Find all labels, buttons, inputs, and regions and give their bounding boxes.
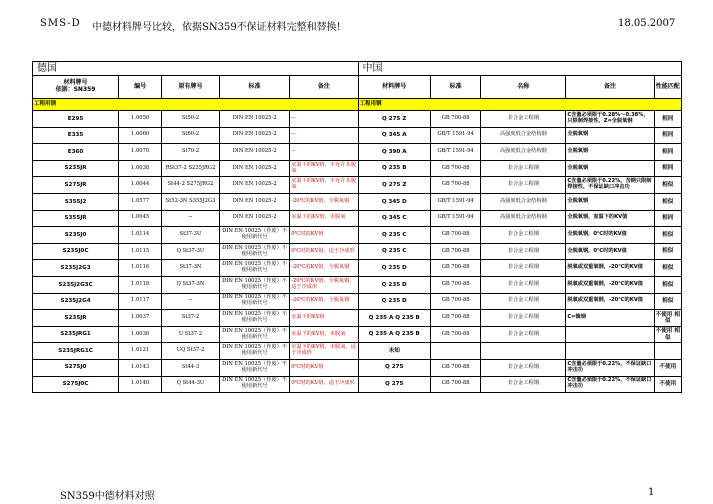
old-grade-cell: − — [162, 210, 220, 227]
de-grade-cell: S235J0 — [33, 227, 119, 244]
de-grade-cell: S275J0 — [33, 359, 119, 376]
cn-remark-cell: 全脱氧钢，0℃时的KV值 — [566, 243, 654, 260]
de-grade-cell: S235J0C — [33, 243, 119, 260]
performance-cell: 相同 — [654, 127, 681, 144]
cn-remark-cell: 全脱氧钢，室温下的KV值 — [566, 210, 654, 227]
cn-grade-cell: Q 345 D — [358, 193, 430, 210]
number-cell: 1.0577 — [119, 193, 162, 210]
col-material-header: 材料牌号 依据：SN359 — [33, 76, 119, 99]
cn-standard-cell: GB 700-88 — [430, 376, 480, 393]
cn-name-cell: 高强度低合金结构钢 — [481, 144, 566, 161]
cn-remark-cell: C含量必须限于0.22%，不保证缺口冲击功 — [566, 376, 654, 393]
cn-remark-cell: C含量必须限于0.22%，不保证缺口冲击功 — [566, 359, 654, 376]
cn-standard-cell: GB 700-88 — [430, 276, 480, 293]
cn-standard-cell: GB 700-88 — [430, 293, 480, 310]
standard-cell: DIN EN 10025-2 — [219, 177, 289, 194]
table-row — [33, 127, 682, 144]
standard-cell: DIN EN 10025（作废）不使用新代号 — [219, 260, 289, 277]
cn-name-cell: 高强度低合金结构钢 — [481, 193, 566, 210]
remark-cell: − — [290, 144, 358, 161]
cn-name-cell — [481, 343, 566, 360]
old-grade-cell: U St37-2 — [162, 326, 220, 343]
de-grade-cell: S235J2G4 — [33, 293, 119, 310]
cn-standard-cell: GB 700-88 — [430, 160, 480, 177]
cn-grade-cell: Q 275 Z — [358, 177, 430, 194]
remark-cell: 室温下的KV值 — [290, 310, 358, 327]
cn-grade-cell: Q 235 C — [358, 227, 430, 244]
cn-name-cell: 非合金工程钢 — [481, 376, 566, 393]
old-grade-cell: UQ St37-2 — [162, 343, 220, 360]
remark-cell: -20℃的KV值，全脱氧钢 — [290, 293, 358, 310]
standard-cell: DIN EN 10025（作废）不使用新代号 — [219, 227, 289, 244]
de-grade-cell: S235J2G3C — [33, 276, 119, 293]
performance-cell: 相似 — [654, 276, 681, 293]
cn-grade-cell: Q 390 A — [358, 144, 430, 161]
performance-cell: 相似 — [654, 243, 681, 260]
cn-standard-cell: GB/T 1591-94 — [430, 127, 480, 144]
company-code: SMS-D — [40, 18, 81, 29]
page-number: 1 — [648, 487, 655, 498]
performance-cell: 相同 — [654, 210, 681, 227]
de-grade-cell: S235JR — [33, 310, 119, 327]
table-row — [33, 276, 682, 293]
cn-standard-cell: GB/T 1591-94 — [430, 210, 480, 227]
old-grade-cell: St70-2 — [162, 144, 220, 161]
old-grade-cell: RSt37-2 S235JRG2 — [162, 160, 220, 177]
cn-grade-cell: Q 275 — [358, 359, 430, 376]
cn-remark-cell — [566, 326, 654, 343]
number-cell: 1.0060 — [119, 127, 162, 144]
de-grade-cell: S275J0C — [33, 376, 119, 393]
old-grade-cell: St37-3N — [162, 260, 220, 277]
table-row — [33, 193, 682, 210]
cn-remark-cell: C=镇钢 — [566, 310, 654, 327]
cn-standard-cell: GB 700-88 — [430, 260, 480, 277]
cn-standard-cell: GB 700-88 — [430, 243, 480, 260]
remark-cell: 室温下的KV值，不允许未脱氧 — [290, 160, 358, 177]
cn-grade-cell: Q 235 D — [358, 260, 430, 277]
cn-grade-cell: Q 235 A Q 235 B — [358, 326, 430, 343]
footer-title: SN359中德材料对照 — [60, 491, 155, 502]
table-row — [33, 144, 682, 161]
performance-cell: 相似 — [654, 177, 681, 194]
col-performance-header: 性能匹配 — [654, 76, 681, 99]
cn-grade-cell: Q 345 C — [358, 210, 430, 227]
number-cell: 1.0140 — [119, 376, 162, 393]
cn-standard-cell: GB/T 1591-94 — [430, 193, 480, 210]
cn-name-cell: 非合金工程钢 — [481, 310, 566, 327]
cn-name-cell: 非合金工程钢 — [481, 227, 566, 244]
number-cell: 1.0037 — [119, 310, 162, 327]
cn-standard-cell: GB/T 1591-94 — [430, 144, 480, 161]
standard-cell: DIN EN 10025-2 — [219, 127, 289, 144]
old-grade-cell: St37-3U — [162, 227, 220, 244]
cn-grade-cell: Q 235 C — [358, 243, 430, 260]
cn-standard-cell: GB 700-88 — [430, 310, 480, 327]
de-grade-cell: S235JRG1 — [33, 326, 119, 343]
number-cell: 1.0117 — [119, 293, 162, 310]
col-old-grade-header: 原有牌号 — [162, 76, 220, 99]
cn-standard-cell — [430, 343, 480, 360]
number-cell: 1.0045 — [119, 210, 162, 227]
number-cell: 1.0118 — [119, 276, 162, 293]
table-row — [33, 326, 682, 343]
performance-cell: 不使用 相似 — [654, 310, 681, 327]
performance-cell: 相似 — [654, 293, 681, 310]
number-cell: 1.0050 — [119, 111, 162, 128]
standard-cell: DIN EN 10025-2 — [219, 111, 289, 128]
cn-name-cell: 非合金工程钢 — [481, 177, 566, 194]
performance-cell: 相同 — [654, 144, 681, 161]
standard-cell: DIN EN 10025-2 — [219, 144, 289, 161]
remark-cell: 0℃时的KV值，适于冷成形 — [290, 376, 358, 393]
performance-cell: 相同 — [654, 111, 681, 128]
cn-grade-cell: Q 345 A — [358, 127, 430, 144]
cn-standard-cell: GB 700-88 — [430, 359, 480, 376]
remark-cell: − — [290, 111, 358, 128]
number-cell: 1.0115 — [119, 243, 162, 260]
cn-remark-cell: 全脱氧钢 — [566, 193, 654, 210]
old-grade-cell: St37-2 — [162, 310, 220, 327]
table-row — [33, 177, 682, 194]
cn-remark-cell: 脱氧或双重氧钢，-20℃的KV值 — [566, 293, 654, 310]
col-cn-name-header: 名称 — [481, 76, 566, 99]
performance-cell: 不使用 相似 — [654, 326, 681, 343]
cn-remark-cell: 全脱氧钢 — [566, 160, 654, 177]
cn-grade-cell: 未知 — [358, 343, 430, 360]
number-cell: 1.0143 — [119, 359, 162, 376]
col-cn-material-header: 材料牌号 — [358, 76, 430, 99]
old-grade-cell: Q St44-3U — [162, 376, 220, 393]
table-row — [33, 376, 682, 393]
number-cell: 1.0116 — [119, 260, 162, 277]
table-row — [33, 210, 682, 227]
standard-cell: DIN EN 10025（作废）不使用新代号 — [219, 376, 289, 393]
remark-cell: 0℃时的KV值 — [290, 359, 358, 376]
performance-cell: 相似 — [654, 260, 681, 277]
standard-cell: DIN EN 10025（作废）不使用新代号 — [219, 343, 289, 360]
performance-cell: 不使用 — [654, 359, 681, 376]
country-germany: 德国 — [33, 62, 359, 76]
col-cn-remark-header: 备注 — [566, 76, 654, 99]
cn-remark-cell: 全脱氧钢 — [566, 144, 654, 161]
cn-name-cell: 非合金工程钢 — [481, 359, 566, 376]
cn-remark-cell: C含量必须限于0.28%～0.38%，只限制焊接性，Z=全脱氧钢 — [566, 111, 654, 128]
remark-cell: -20℃的KV值，全脱氧钢，适于冷成形 — [290, 276, 358, 293]
number-cell: 1.0070 — [119, 144, 162, 161]
cn-name-cell: 非合金工程钢 — [481, 160, 566, 177]
number-cell: 1.0121 — [119, 343, 162, 360]
number-cell: 1.0114 — [119, 227, 162, 244]
cn-name-cell: 非合金工程钢 — [481, 293, 566, 310]
cn-standard-cell: GB 700-88 — [430, 326, 480, 343]
old-grade-cell: Q St37-3N — [162, 276, 220, 293]
cn-grade-cell: Q 235 A Q 235 B — [358, 310, 430, 327]
table-row — [33, 343, 682, 360]
remark-cell: − — [290, 127, 358, 144]
country-china: 中国 — [358, 62, 681, 76]
performance-cell: 相同 — [654, 160, 681, 177]
old-grade-cell: Q St37-3U — [162, 243, 220, 260]
table-row — [33, 310, 682, 327]
de-grade-cell: S355JR — [33, 210, 119, 227]
cn-name-cell: 非合金工程钢 — [481, 326, 566, 343]
material-comparison-table — [32, 61, 682, 393]
cn-name-cell: 非合金工程钢 — [481, 243, 566, 260]
performance-cell: 不使用 — [654, 376, 681, 393]
standard-cell: DIN EN 10025-2 — [219, 160, 289, 177]
col-remark-header: 备注 — [290, 76, 358, 99]
page-header — [0, 18, 713, 34]
de-grade-cell: E295 — [33, 111, 119, 128]
page-title: 中德材料牌号比较，依据SN359不保证材料完整和替换! — [92, 22, 341, 33]
standard-cell: DIN EN 10025（作废）不使用新代号 — [219, 326, 289, 343]
table-row — [33, 359, 682, 376]
performance-cell: 相似 — [654, 193, 681, 210]
table-row — [33, 293, 682, 310]
de-grade-cell: S235JRG1C — [33, 343, 119, 360]
cn-grade-cell: Q 235 D — [358, 293, 430, 310]
table-row — [33, 111, 682, 128]
old-grade-cell: St44-2 S275JRG2 — [162, 177, 220, 194]
cn-remark-cell: 脱氧或双重氧钢，-20℃的KV值 — [566, 276, 654, 293]
de-grade-cell: S235JR — [33, 160, 119, 177]
standard-cell: DIN EN 10025-2 — [219, 210, 289, 227]
cn-name-cell: 非合金工程钢 — [481, 111, 566, 128]
remark-cell: 室温下的KV值，不允许未脱氧 — [290, 177, 358, 194]
old-grade-cell: St52-3N S355J2G3 — [162, 193, 220, 210]
page-date: 18.05.2007 — [618, 18, 676, 29]
cn-name-cell: 非合金工程钢 — [481, 276, 566, 293]
old-grade-cell: St60-2 — [162, 127, 220, 144]
table-row — [33, 260, 682, 277]
standard-cell: DIN EN 10025（作废）不使用新代号 — [219, 243, 289, 260]
cn-grade-cell: Q 235 D — [358, 276, 430, 293]
remark-cell: 室温下的KV值，未脱氧 — [290, 326, 358, 343]
cn-standard-cell: GB 700-88 — [430, 177, 480, 194]
remark-cell: 室温下的KV值，未脱氧，适于冷成形 — [290, 343, 358, 360]
cn-standard-cell: GB 700-88 — [430, 227, 480, 244]
standard-cell: DIN EN 10025（作废）不使用新代号 — [219, 359, 289, 376]
section-label-cn: 工程用钢 — [358, 99, 681, 111]
de-grade-cell: S355J2 — [33, 193, 119, 210]
de-grade-cell: E360 — [33, 144, 119, 161]
old-grade-cell: St44-3 — [162, 359, 220, 376]
cn-grade-cell: Q 275 — [358, 376, 430, 393]
standard-cell: DIN EN 10025（作废）不使用新代号 — [219, 293, 289, 310]
standard-cell: DIN EN 10025（作废）不使用新代号 — [219, 310, 289, 327]
number-cell: 1.0036 — [119, 326, 162, 343]
cn-standard-cell: GB 700-88 — [430, 111, 480, 128]
remark-cell: -20℃的KV值，全脱氧钢 — [290, 260, 358, 277]
performance-cell — [654, 343, 681, 360]
de-grade-cell: S275JR — [33, 177, 119, 194]
de-grade-cell: S235J2G3 — [33, 260, 119, 277]
number-cell: 1.0044 — [119, 177, 162, 194]
table-row — [33, 243, 682, 260]
remark-cell: -20℃的KV值，全脱氧钢 — [290, 193, 358, 210]
col-number-header: 编号 — [119, 76, 162, 99]
table-row — [33, 160, 682, 177]
col-standard-header: 标准 — [219, 76, 289, 99]
performance-cell: 相似 — [654, 227, 681, 244]
col-cn-standard-header: 标准 — [430, 76, 480, 99]
cn-remark-cell: 脱氧或双重氧钢，-20℃的KV值 — [566, 260, 654, 277]
remark-cell: 0℃时的KV值 — [290, 227, 358, 244]
old-grade-cell: St50-2 — [162, 111, 220, 128]
remark-cell: 0℃时的KV值，适于冷成形 — [290, 243, 358, 260]
cn-name-cell: 非合金工程钢 — [481, 260, 566, 277]
standard-cell: DIN EN 10025（作废）不使用新代号 — [219, 276, 289, 293]
number-cell: 1.0038 — [119, 160, 162, 177]
old-grade-cell: − — [162, 293, 220, 310]
standard-cell: DIN EN 10025-2 — [219, 193, 289, 210]
section-label-de: 工程用钢 — [33, 99, 359, 111]
cn-grade-cell: Q 235 B — [358, 160, 430, 177]
cn-name-cell: 高强度低合金结构钢 — [481, 210, 566, 227]
cn-name-cell: 高强度低合金结构钢 — [481, 127, 566, 144]
remark-cell: 室温下的KV值，未脱氧 — [290, 210, 358, 227]
cn-grade-cell: Q 275 Z — [358, 111, 430, 128]
cn-remark-cell: 全脱氧钢 — [566, 127, 654, 144]
cn-remark-cell: 全脱氧钢，0℃时的KV值 — [566, 227, 654, 244]
cn-remark-cell: C含量必须限于0.22%，含钢只限制焊接性，不保证缺口冲击功 — [566, 177, 654, 194]
de-grade-cell: E335 — [33, 127, 119, 144]
table-row — [33, 227, 682, 244]
cn-remark-cell — [566, 343, 654, 360]
